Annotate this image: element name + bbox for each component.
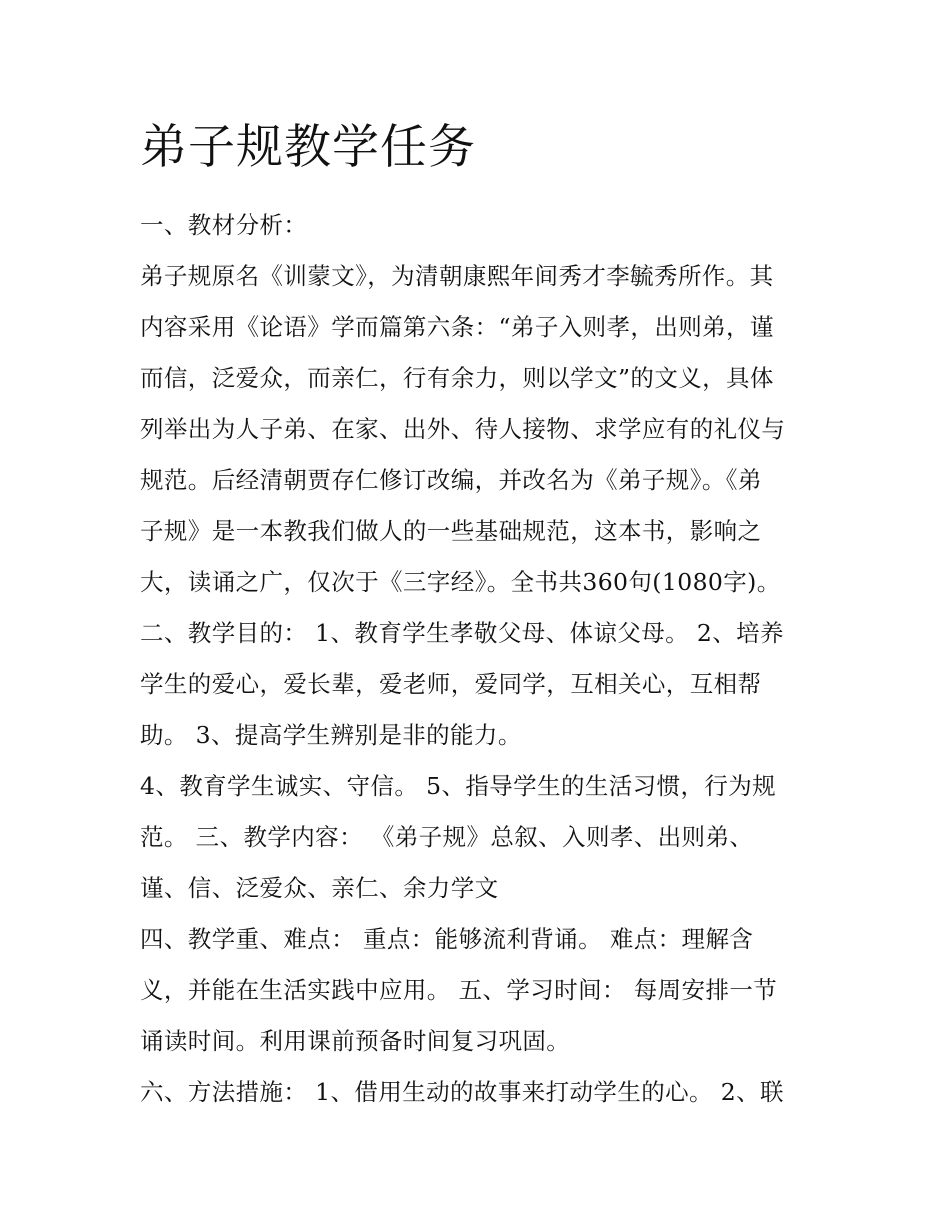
text-line-9: 二、教学目的： 1、教育学生孝敬父母、体谅父母。 2、培养 bbox=[140, 619, 784, 647]
text-line-10: 学生的爱心，爱长辈，爱老师，爱同学，互相关心，互相帮 bbox=[140, 670, 762, 698]
text-line-6: 规范。后经清朝贾存仁修订改编，并改名为《弟子规》。《弟 bbox=[140, 466, 762, 494]
text-line-17: 诵读时间。利用课前预备时间复习巩固。 bbox=[140, 1027, 571, 1055]
text-line-2: 弟子规原名《训蒙文》，为清朝康熙年间秀才李毓秀所作。其 bbox=[140, 262, 774, 290]
text-line-4: 而信，泛爱众，而亲仁，行有余力，则以学文”的文义，具体 bbox=[140, 364, 774, 392]
text-line-5: 列举出为人子弟、在家、出外、待人接物、求学应有的礼仪与 bbox=[140, 415, 786, 443]
text-line-13: 范。 三、教学内容： 《弟子规》总叙、入则孝、出则弟、 bbox=[140, 823, 754, 851]
text-line-12: 4、教育学生诚实、守信。 5、指导学生的生活习惯，行为规 bbox=[140, 772, 777, 800]
text-line-18: 六、方法措施： 1、借用生动的故事来打动学生的心。 2、联 bbox=[140, 1078, 784, 1106]
page-title: 弟子规教学任务 bbox=[140, 120, 476, 175]
text-line-1: 一、教材分析： bbox=[140, 211, 308, 239]
text-line-15: 四、教学重、难点： 重点：能够流利背诵。 难点：理解含 bbox=[140, 925, 754, 953]
text-line-16: 义，并能在生活实践中应用。 五、学习时间： 每周安排一节 bbox=[140, 976, 778, 1004]
text-line-7: 子规》是一本教我们做人的一些基础规范，这本书，影响之 bbox=[140, 517, 762, 545]
text-line-11: 助。 3、提高学生辨别是非的能力。 bbox=[140, 721, 522, 749]
document-body bbox=[140, 112, 820, 1118]
text-line-3: 内容采用《论语》学而篇第六条：“弟子入则孝，出则弟，谨 bbox=[140, 313, 774, 341]
text-line-14: 谨、信、泛爱众、亲仁、余力学文 bbox=[140, 874, 499, 902]
text-line-8: 大，读诵之广，仅次于《三字经》。全书共360句(1080字)。 bbox=[140, 568, 781, 596]
